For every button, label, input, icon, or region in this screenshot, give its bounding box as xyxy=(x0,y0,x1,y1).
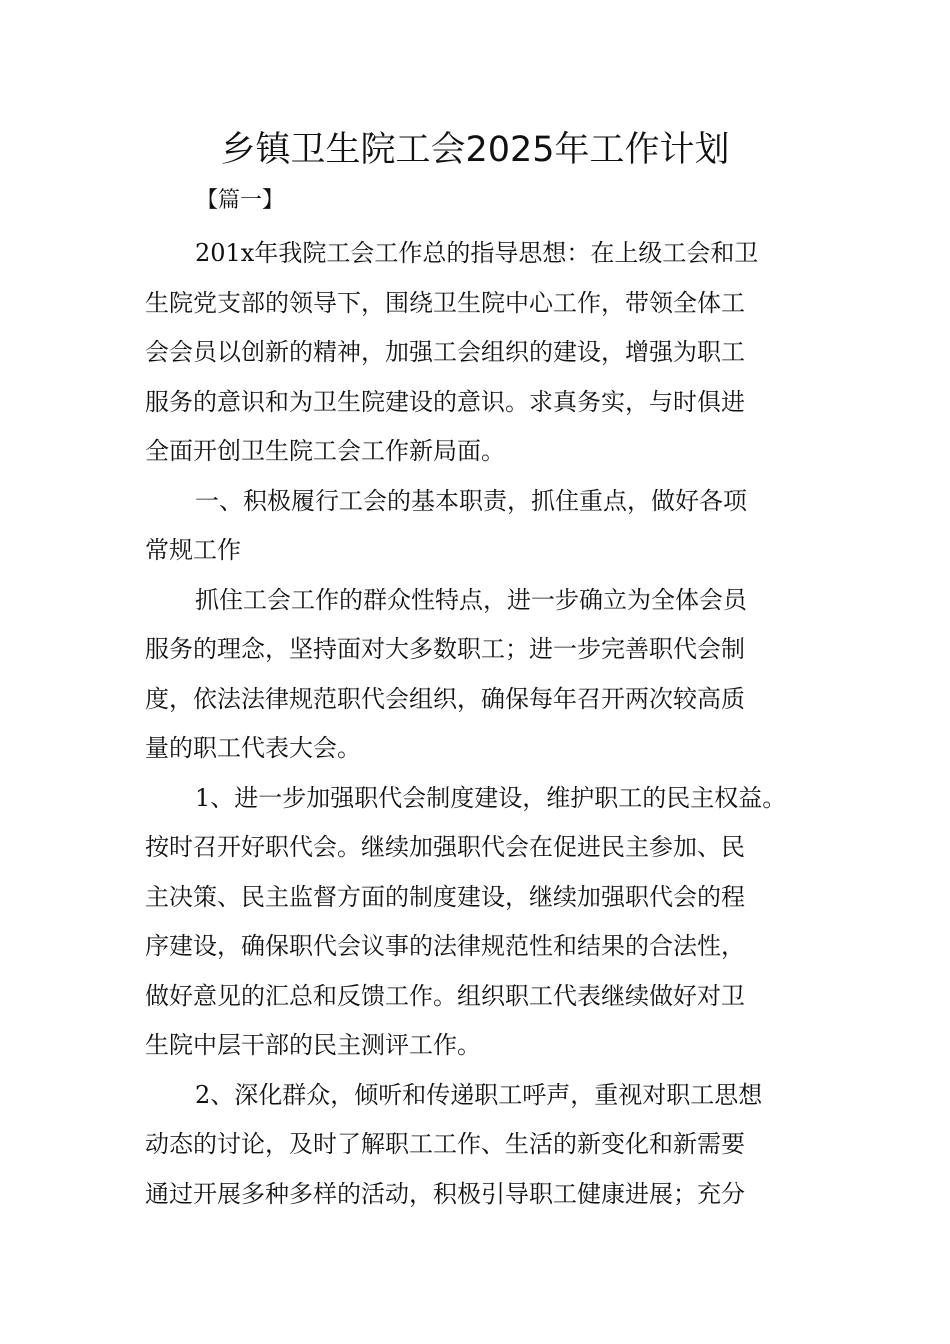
text-line: 生院党支部的领导下，围绕卫生院中心工作，带领全体工 xyxy=(145,288,745,317)
text-line: 2、深化群众，倾听和传递职工呼声，重视对职工思想 xyxy=(195,1080,763,1109)
text-line: 常规工作 xyxy=(145,536,241,564)
text-line: 做好意见的汇总和反馈工作。组织职工代表继续做好对卫 xyxy=(145,981,745,1010)
text-line: 动态的讨论，及时了解职工工作、生活的新变化和新需要 xyxy=(145,1130,745,1158)
text-line: 服务的意识和为卫生院建设的意识。求真务实，与时俱进 xyxy=(145,387,745,416)
text-line: 1、进一步加强职代会制度建设，维护职工的民主权益。 xyxy=(195,783,787,812)
document-title: 乡镇卫生院工会2025年工作计划 xyxy=(220,130,730,170)
text-line: 量的职工代表大会。 xyxy=(145,734,361,762)
text-line: 按时召开好职代会。继续加强职代会在促进民主参加、民 xyxy=(145,833,745,861)
text-line: 通过开展多种多样的活动，积极引导职工健康进展；充分 xyxy=(145,1179,745,1208)
text-line: 201x年我院工会工作总的指导思想：在上级工会和卫 xyxy=(195,239,759,267)
text-line: 序建设，确保职代会议事的法律规范性和结果的合法性， xyxy=(145,932,745,960)
text-line: 度，依法法律规范职代会组织，确保每年召开两次较高质 xyxy=(145,684,745,713)
text-line: 生院中层干部的民主测评工作。 xyxy=(145,1031,481,1059)
document-body xyxy=(145,229,817,1219)
text-line: 服务的理念，坚持面对大多数职工；进一步完善职代会制 xyxy=(145,635,745,663)
text-line: 全面开创卫生院工会工作新局面。 xyxy=(145,437,505,465)
text-line: 一、积极履行工会的基本职责，抓住重点，做好各项 xyxy=(195,486,747,515)
text-line: 会会员以创新的精神，加强工会组织的建设，增强为职工 xyxy=(145,338,745,366)
section-mark: 【篇一】 xyxy=(196,188,285,213)
text-line: 抓住工会工作的群众性特点，进一步确立为全体会员 xyxy=(195,585,747,614)
text-line: 主决策、民主监督方面的制度建设，继续加强职代会的程 xyxy=(145,882,745,911)
